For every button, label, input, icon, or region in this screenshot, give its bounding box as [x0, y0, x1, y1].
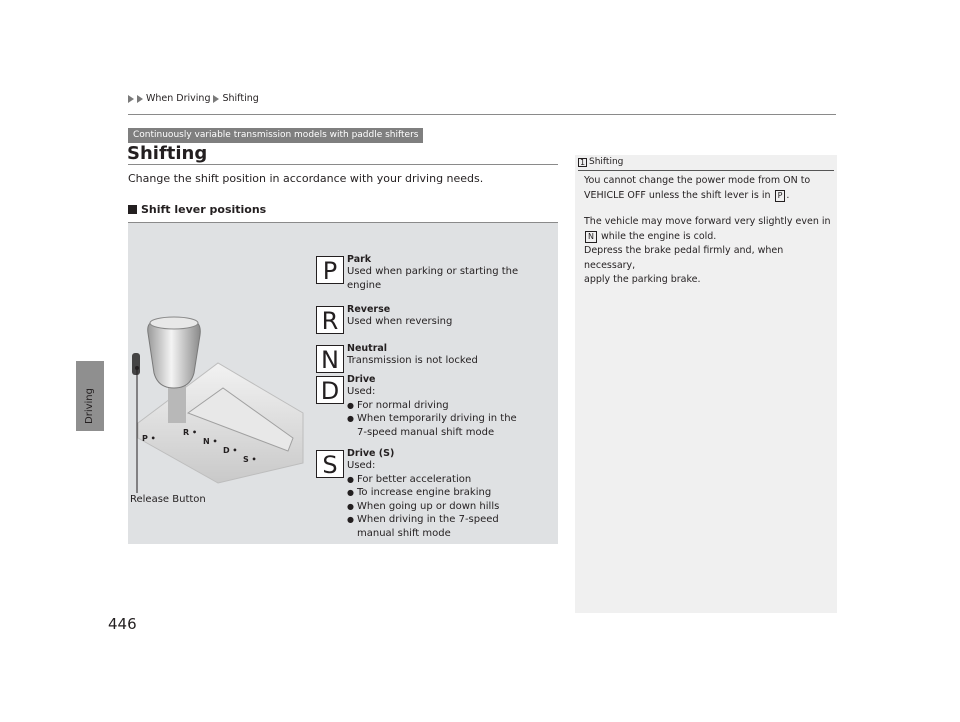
position-p-icon: P: [316, 256, 344, 284]
gate-letter-s: S •: [243, 455, 257, 464]
position-r-description: [347, 304, 547, 329]
note-marker-icon: 1: [579, 157, 586, 167]
page-number: 446: [108, 615, 137, 633]
position-r-icon: R: [316, 306, 344, 334]
note-line: N while the engine is cold.: [584, 230, 832, 245]
breadcrumb-arrow-icon: [213, 95, 219, 103]
position-n-description: [347, 343, 547, 368]
note-line: The vehicle may move forward very slightly even in: [584, 216, 831, 227]
release-button[interactable]: [132, 353, 140, 375]
header-rule: [128, 114, 836, 115]
note-line: Depress the brake pedal firmly and, when necessary,: [584, 245, 784, 271]
square-bullet-icon: [128, 205, 137, 214]
gate-letter-n: N •: [203, 437, 218, 446]
breadcrumb-when-driving[interactable]: When Driving: [146, 93, 211, 104]
position-d-description: [347, 374, 547, 439]
title-rule: [128, 164, 558, 165]
position-bullet: ● For normal driving: [347, 399, 547, 413]
page-title: Shifting: [127, 143, 208, 164]
position-name: Drive: [347, 374, 376, 385]
release-leader-dot: [135, 366, 139, 370]
position-text: Used when parking or starting the: [347, 266, 519, 277]
position-text: Used when reversing: [347, 316, 453, 327]
position-bullet: ● When temporarily driving in the: [347, 412, 547, 426]
section-heading-text: Shift lever positions: [141, 203, 267, 216]
position-name: Park: [347, 254, 372, 265]
position-name: Reverse: [347, 304, 391, 315]
side-note-heading: [578, 157, 623, 167]
position-bullet: ● To increase engine braking: [347, 486, 547, 500]
position-bullet: ● For better acceleration: [347, 473, 547, 487]
position-text: Used:: [347, 386, 376, 397]
position-d-icon: D: [316, 376, 344, 404]
position-p-description: [347, 254, 547, 292]
note-line: VEHICLE OFF unless the shift lever is in P .: [584, 189, 790, 201]
intro-text: Change the shift position in accordance with your driving needs.: [128, 172, 484, 185]
breadcrumb-arrow-icon: [137, 95, 143, 103]
gate-letter-p: P •: [142, 434, 156, 443]
chapter-label: Driving: [84, 388, 95, 424]
key-n-icon: N: [585, 231, 597, 243]
position-bullet: ● When driving in the 7-speed: [347, 513, 547, 527]
position-name: Drive (S): [347, 448, 395, 459]
position-bullet: ● When going up or down hills: [347, 500, 547, 514]
shift-knob[interactable]: [148, 320, 201, 388]
note-line: apply the parking brake.: [584, 274, 701, 285]
knob-top: [150, 317, 198, 329]
side-note-body: [584, 174, 832, 288]
breadcrumb-arrow-icon: [128, 95, 134, 103]
section-heading: [128, 203, 266, 216]
gate-letter-d: D •: [223, 446, 238, 455]
model-badge: Continuously variable transmission models with paddle shifters: [128, 128, 423, 143]
breadcrumb-shifting[interactable]: Shifting: [222, 93, 259, 104]
gate-letter-r: R •: [183, 428, 198, 437]
position-text: engine: [347, 279, 382, 291]
position-text: Transmission is not locked: [347, 355, 478, 366]
release-button-label: Release Button: [130, 494, 206, 505]
side-note-rule: [578, 170, 834, 171]
position-text: Used:: [347, 460, 376, 471]
position-bullet: 7-speed manual shift mode: [357, 426, 495, 438]
position-s-description: [347, 448, 547, 540]
position-bullet: manual shift mode: [357, 527, 451, 539]
breadcrumb: [128, 93, 259, 104]
position-s-icon: S: [316, 450, 344, 478]
side-note-heading-text: Shifting: [589, 157, 624, 167]
note-line: You cannot change the power mode from ON to: [584, 175, 811, 186]
position-name: Neutral: [347, 343, 388, 354]
key-p-icon: P: [775, 190, 786, 202]
position-n-icon: N: [316, 345, 344, 373]
